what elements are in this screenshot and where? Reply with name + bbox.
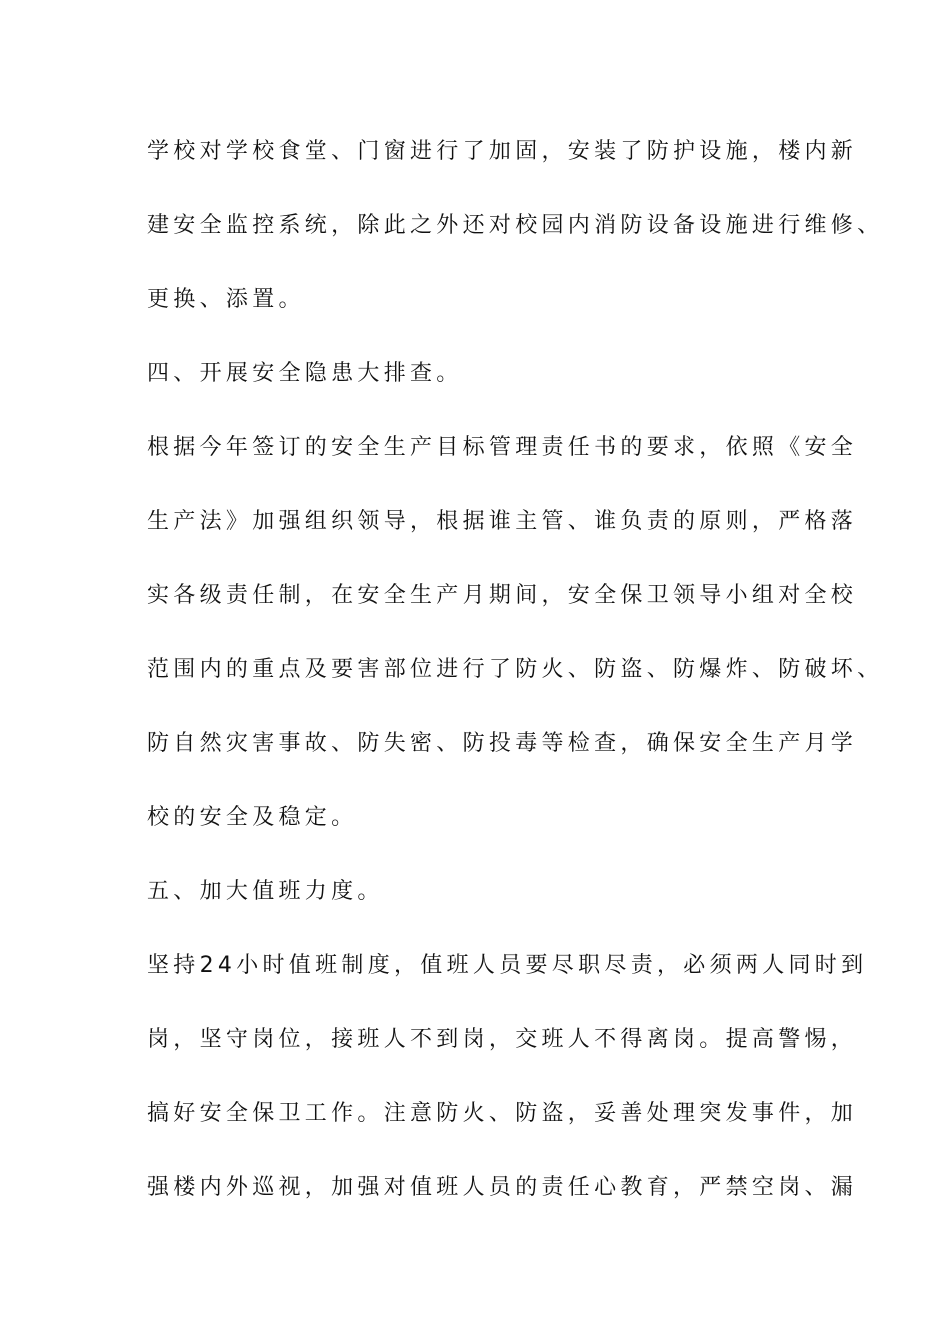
body-text-line: 建安全监控系统，除此之外还对校园内消防设备设施进行维修、	[147, 213, 884, 238]
body-text-line: 强楼内外巡视，加强对值班人员的责任心教育，严禁空岗、漏	[147, 1175, 858, 1200]
body-text-line: 校的安全及稳定。	[147, 805, 358, 830]
body-text-line: 更换、添置。	[147, 287, 305, 312]
body-text-line: 根据今年签订的安全生产目标管理责任书的要求，依照《安全	[147, 435, 858, 460]
section-heading: 五、加大值班力度。	[147, 879, 384, 904]
body-text-line: 防自然灾害事故、防失密、防投毒等检查，确保安全生产月学	[147, 731, 858, 756]
body-text-line: 实各级责任制，在安全生产月期间，安全保卫领导小组对全校	[147, 583, 858, 608]
body-text-line: 岗，坚守岗位，接班人不到岗，交班人不得离岗。提高警惕，	[147, 1027, 858, 1052]
body-text-line: 生产法》加强组织领导，根据谁主管、谁负责的原则，严格落	[147, 509, 858, 534]
section-heading: 四、开展安全隐患大排查。	[147, 361, 463, 386]
body-text-line: 坚持24小时值班制度，值班人员要尽职尽责，必须两人同时到	[147, 953, 868, 978]
body-text-line: 搞好安全保卫工作。注意防火、防盗，妥善处理突发事件，加	[147, 1101, 858, 1126]
body-text-line: 范围内的重点及要害部位进行了防火、防盗、防爆炸、防破坏、	[147, 657, 884, 682]
body-text-line: 学校对学校食堂、门窗进行了加固，安装了防护设施，楼内新	[147, 139, 858, 164]
